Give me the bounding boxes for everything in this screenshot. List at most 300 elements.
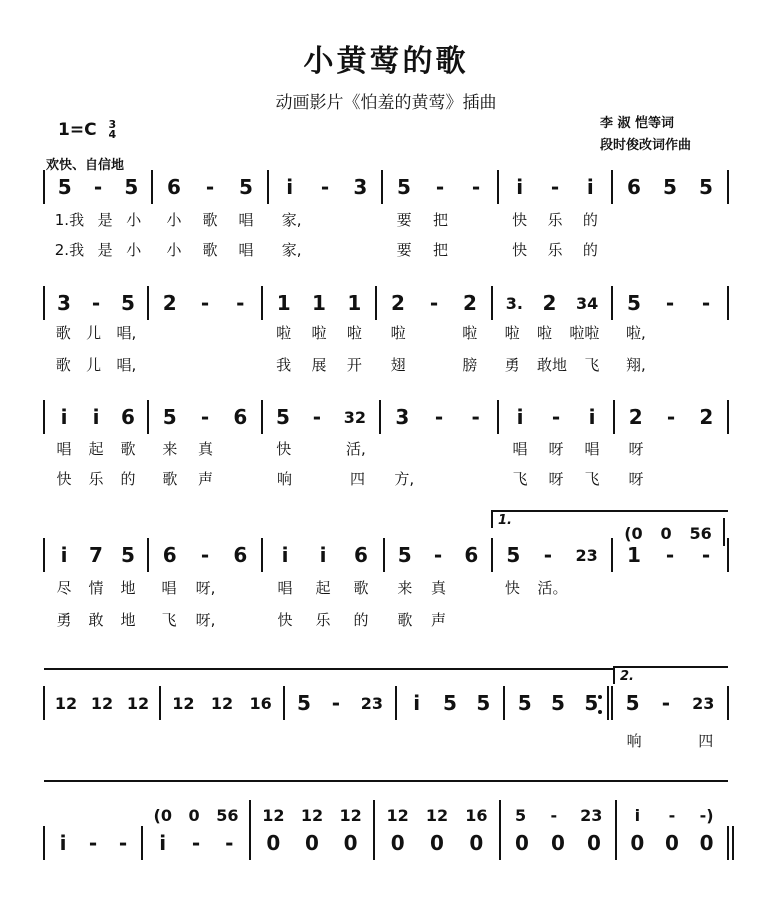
lyric-row [0, 728, 772, 752]
intro-note: (0 [624, 523, 643, 543]
lyric-measure [48, 575, 144, 599]
lyric-syllable: 飞 [161, 610, 177, 629]
note: - [93, 175, 103, 199]
note: i [159, 831, 167, 855]
volta-bracket-1 [492, 510, 728, 512]
intro-note: (0 [153, 805, 172, 825]
measure [384, 402, 494, 432]
note: 12 [54, 693, 78, 713]
tempo-marking: 欢快、自信地 [46, 158, 125, 173]
measure [254, 828, 370, 858]
lyric-measure [388, 575, 488, 599]
lyric-syllable: 乐 [547, 210, 563, 229]
lyric-syllable: 快 [276, 439, 292, 458]
note: 1 [312, 291, 326, 315]
lyric-syllable: 要 [396, 240, 412, 259]
upper-note: - [550, 805, 558, 825]
note: 6 [627, 175, 641, 199]
lyric-measure [48, 352, 144, 376]
intro-bar-line [723, 518, 725, 546]
note: 5 [57, 175, 72, 199]
notation-row [0, 402, 772, 432]
measure [616, 172, 724, 202]
lyric-syllable: 歌 [162, 469, 178, 488]
note: 5 [625, 691, 640, 715]
note: - [200, 543, 210, 567]
note: i [281, 543, 289, 567]
measure [496, 288, 608, 318]
lyric-syllable: 2.我 [54, 240, 85, 259]
note: - [331, 691, 341, 715]
note: - [225, 831, 234, 855]
time-signature-top: 3 [108, 118, 117, 131]
lyric-syllable: 歌 [202, 210, 218, 229]
note: i [586, 175, 594, 199]
lyric-measure [48, 607, 144, 631]
lyric-syllable: 的 [582, 210, 598, 229]
volta-2-label: 2. [620, 669, 634, 684]
note: 2 [391, 291, 405, 315]
end-bar-line [727, 826, 729, 860]
measure [288, 688, 392, 718]
note: 5 [296, 691, 311, 715]
lyric-syllable: 要 [396, 210, 412, 229]
measure [156, 172, 264, 202]
lyric-row [0, 436, 772, 460]
note: 5 [476, 691, 491, 715]
note: i [59, 831, 67, 855]
note: - [433, 543, 443, 567]
lyric-syllable: 快 [512, 240, 528, 259]
note: - [665, 543, 675, 567]
intro-note: 56 [216, 805, 239, 825]
lyric-measure [386, 237, 494, 261]
measure [152, 540, 258, 570]
lyric-syllable: 呀, [195, 610, 216, 629]
note: 3 [353, 175, 368, 199]
lyric-syllable: 勇 [504, 355, 520, 374]
measure [400, 688, 500, 718]
note: 6 [354, 543, 368, 567]
note: 0 [515, 831, 529, 855]
note: - [550, 175, 560, 199]
lyric-measure [266, 352, 372, 376]
lyric-syllable: 起 [315, 578, 331, 597]
lyric-syllable: 呀 [628, 469, 644, 488]
lyric-measure [48, 237, 148, 261]
lyric-syllable: 响 [626, 731, 642, 750]
lyric-syllable: 快 [504, 578, 520, 597]
upper-measure [620, 800, 724, 830]
measure [616, 688, 724, 718]
end-bar-line [727, 170, 729, 204]
lyric-syllable: 家, [281, 210, 302, 229]
lyric-syllable: 来 [397, 578, 413, 597]
note: i [516, 405, 524, 429]
measure [266, 402, 376, 432]
note: i [92, 405, 100, 429]
lyric-syllable: 呀, [195, 578, 216, 597]
bar-line [615, 826, 617, 860]
note: 6 [464, 543, 479, 567]
bar-line [373, 826, 375, 860]
note: 2 [628, 405, 643, 429]
lyric-measure [272, 207, 378, 231]
bar-line [43, 826, 45, 860]
note: 3 [395, 405, 410, 429]
key-signature [58, 120, 116, 140]
lyric-syllable: 四 [349, 469, 365, 488]
lyric-measure [48, 728, 156, 752]
note: 23 [575, 545, 598, 565]
note: 5 [121, 291, 135, 315]
note: 2 [162, 291, 177, 315]
lyric-syllable: 起 [88, 439, 104, 458]
lyric-measure [152, 436, 258, 460]
note: 1 [347, 291, 362, 315]
lyric-measure [508, 728, 608, 752]
lyric-syllable: 乐 [547, 240, 563, 259]
lyric-syllable: 响 [276, 469, 292, 488]
note: 5 [506, 543, 521, 567]
upper-note: 12 [425, 805, 449, 825]
repeat-thick-bar [607, 686, 609, 720]
lyric-measure [384, 436, 494, 460]
lyric-measure [618, 466, 724, 490]
lyric-syllable: 小 [126, 210, 142, 229]
lyric-syllable: 地 [120, 610, 136, 629]
measure [266, 288, 372, 318]
note: 5 [162, 405, 177, 429]
lyric-syllable: 真 [198, 439, 214, 458]
note: 6 [121, 405, 135, 429]
notation-row [0, 688, 772, 718]
bar-line [283, 686, 285, 720]
note: - [701, 543, 711, 567]
note: i [319, 543, 327, 567]
note: - [191, 831, 201, 855]
note: - [471, 405, 480, 429]
bar-line [261, 538, 263, 572]
note: 12 [126, 693, 150, 713]
intro-bar-line [249, 800, 251, 828]
note: - [88, 831, 98, 855]
lyric-measure [502, 207, 608, 231]
lyric-row [0, 237, 772, 261]
lyric-measure [400, 728, 500, 752]
lyric-syllable: 来 [162, 439, 178, 458]
lyric-measure [616, 207, 724, 231]
note: 2 [542, 291, 557, 315]
lyric-measure [496, 607, 608, 631]
note: - [666, 405, 676, 429]
bar-line [43, 286, 45, 320]
intro-note: 56 [689, 523, 712, 543]
measure [48, 688, 156, 718]
note: 0 [551, 831, 565, 855]
lyric-syllable: 是 [97, 210, 113, 229]
note: 5 [397, 175, 411, 199]
intro-note: 0 [188, 805, 200, 825]
lyric-measure [496, 352, 608, 376]
intro-measure [146, 800, 246, 830]
lyric-measure [380, 320, 488, 344]
lyric-measure [266, 607, 380, 631]
note: 32 [343, 407, 367, 427]
bar-line [43, 170, 45, 204]
note: 7 [89, 543, 103, 567]
lyric-syllable: 唱 [512, 439, 528, 458]
lyric-syllable: 活, [345, 439, 366, 458]
upper-bar-line [499, 800, 501, 828]
note: i [60, 543, 68, 567]
lyric-syllable: 的 [582, 240, 598, 259]
lyric-measure [616, 320, 724, 344]
lyric-syllable: 我 [276, 355, 292, 374]
lyric-syllable: 唱 [161, 578, 177, 597]
lyric-syllable: 真 [431, 578, 447, 597]
end-bar-line [727, 286, 729, 320]
lyric-syllable: 唱 [238, 210, 254, 229]
upper-bar-line [615, 800, 617, 828]
note: - [471, 175, 481, 199]
note: 0 [665, 831, 679, 855]
bar-line [381, 170, 383, 204]
lyric-syllable: 家, [281, 240, 302, 259]
measure [48, 288, 144, 318]
lyric-measure [156, 237, 264, 261]
bar-line [249, 826, 251, 860]
lyric-measure [386, 207, 494, 231]
song-subtitle: 动画影片《怕羞的黄莺》插曲 [275, 93, 497, 113]
lyric-syllable: 声 [198, 469, 214, 488]
bar-line [261, 400, 263, 434]
measure [386, 172, 494, 202]
bar-line [147, 286, 149, 320]
upper-measure [504, 800, 612, 830]
note: 5 [275, 405, 290, 429]
lyric-syllable: 尽 [56, 578, 72, 597]
measure [152, 288, 258, 318]
note: 23 [692, 693, 715, 713]
lyric-syllable: 方, [394, 469, 415, 488]
bar-line [499, 826, 501, 860]
end-bar-line [727, 400, 729, 434]
bar-line [383, 538, 385, 572]
upper-note: 23 [580, 805, 603, 825]
note: - [312, 405, 322, 429]
lyric-measure [266, 320, 372, 344]
lyric-measure [502, 466, 610, 490]
bar-line [43, 538, 45, 572]
note: 0 [699, 831, 714, 855]
note: 3 [57, 291, 71, 315]
lyric-syllable: 敢 [88, 610, 104, 629]
lyric-syllable: 快 [56, 469, 72, 488]
bar-line [379, 400, 381, 434]
bar-line [395, 686, 397, 720]
lyric-measure [152, 575, 258, 599]
bar-line [147, 400, 149, 434]
bar-line [267, 170, 269, 204]
bar-line [159, 686, 161, 720]
upper-note: -) [699, 805, 714, 825]
system-line [44, 780, 728, 782]
note: - [551, 405, 561, 429]
note: 2 [699, 405, 714, 429]
measure [616, 288, 724, 318]
note: - [320, 175, 330, 199]
lyric-syllable: 声 [431, 610, 447, 629]
lyric-syllable: 啦 [536, 323, 552, 342]
bar-line [611, 286, 613, 320]
lyric-syllable: 的 [120, 469, 136, 488]
lyric-measure [48, 466, 144, 490]
lyric-syllable: 呀 [548, 469, 564, 488]
note: 12 [90, 693, 114, 713]
lyric-measure [388, 607, 488, 631]
song-title: 小黄莺的歌 [303, 44, 469, 79]
bar-line [147, 538, 149, 572]
measure [266, 540, 380, 570]
note: - [205, 175, 215, 199]
measure [620, 828, 724, 858]
measure [502, 172, 608, 202]
lyric-syllable: 1.我 [54, 210, 85, 229]
lyric-syllable: 飞 [584, 355, 600, 374]
note: 1 [627, 543, 641, 567]
note: i [588, 405, 596, 429]
note: 0 [630, 831, 645, 855]
lyric-syllable: 唱, [116, 355, 137, 374]
lyric-syllable: 小 [166, 240, 182, 259]
lyric-syllable: 乐 [315, 610, 331, 629]
lyric-syllable: 是 [97, 240, 113, 259]
note: - [661, 691, 670, 715]
time-signature-bottom: 4 [108, 128, 117, 141]
lyric-syllable: 膀 [462, 355, 478, 374]
note: - [543, 543, 553, 567]
note: 1 [276, 291, 291, 315]
lyric-syllable: 唱 [584, 439, 600, 458]
lyric-syllable: 敢地 [536, 355, 567, 374]
note: 0 [469, 831, 484, 855]
note: 5 [699, 175, 713, 199]
lyric-measure [502, 237, 608, 261]
lyric-syllable: 活。 [537, 578, 568, 597]
measure [48, 540, 144, 570]
note: - [434, 405, 444, 429]
note: 5 [517, 691, 532, 715]
measure [48, 828, 138, 858]
lyric-syllable: 乐 [88, 469, 104, 488]
final-bar-line [732, 826, 734, 860]
note: - [200, 291, 210, 315]
note: 12 [210, 693, 234, 713]
lyric-syllable: 呀 [628, 439, 644, 458]
lyric-syllable: 唱 [238, 240, 254, 259]
lyric-measure [48, 436, 144, 460]
upper-measure [378, 800, 496, 830]
bar-line [43, 400, 45, 434]
lyric-measure [616, 575, 724, 599]
upper-note: 5 [515, 805, 527, 825]
lyric-syllable: 啦 [346, 323, 362, 342]
volta-1-label: 1. [498, 513, 512, 528]
measure [388, 540, 488, 570]
bar-line [151, 170, 153, 204]
lyric-measure [616, 607, 724, 631]
end-bar-line [727, 538, 729, 572]
upper-note: 12 [386, 805, 409, 825]
bar-line [613, 400, 615, 434]
lyric-row [0, 575, 772, 599]
note: 5 [443, 691, 457, 715]
lyric-syllable: 展 [311, 355, 327, 374]
note: - [429, 291, 439, 315]
lyric-measure [164, 728, 280, 752]
lyric-syllable: 小 [166, 210, 182, 229]
lyric-measure [380, 352, 488, 376]
lyric-measure [618, 436, 724, 460]
lyric-syllable: 情 [88, 578, 104, 597]
bar-line [611, 538, 613, 572]
bar-line [611, 686, 613, 720]
lyric-syllable: 唱 [56, 439, 72, 458]
lyric-syllable: 啦 [462, 323, 478, 342]
note: 0 [343, 831, 358, 855]
note: 3. [505, 293, 523, 313]
bar-line [261, 286, 263, 320]
lyric-syllable: 飞 [584, 469, 600, 488]
note: - [236, 291, 245, 315]
lyric-syllable: 儿 [86, 323, 102, 342]
lyric-syllable: 开 [346, 355, 362, 374]
note: 5 [124, 175, 139, 199]
bar-line [491, 538, 493, 572]
lyric-syllable: 啦 [276, 323, 292, 342]
intro-note: 0 [660, 523, 672, 543]
lyric-syllable: 唱, [116, 323, 137, 342]
lyric-syllable: 飞 [512, 469, 528, 488]
note: 34 [575, 293, 599, 313]
note: i [60, 405, 68, 429]
lyric-measure [616, 352, 724, 376]
end-bar-line [727, 686, 729, 720]
note: - [91, 291, 101, 315]
note: 16 [249, 693, 272, 713]
lyric-measure [152, 466, 258, 490]
lyric-syllable: 歌 [353, 578, 369, 597]
lyric-measure [266, 436, 376, 460]
measure [164, 688, 280, 718]
lyric-syllable: 小 [126, 240, 142, 259]
lyric-measure [384, 466, 494, 490]
note: 0 [305, 831, 319, 855]
measure [508, 688, 608, 718]
lyric-measure [496, 320, 608, 344]
note: i [413, 691, 421, 715]
measure [378, 828, 496, 858]
measure [152, 402, 258, 432]
lyric-measure [288, 728, 392, 752]
lyric-syllable: 歌 [55, 355, 71, 374]
note: 12 [172, 693, 195, 713]
lyric-syllable: 的 [353, 610, 369, 629]
lyric-syllable: 歌 [120, 439, 136, 458]
note: - [701, 291, 711, 315]
lyric-measure [156, 207, 264, 231]
